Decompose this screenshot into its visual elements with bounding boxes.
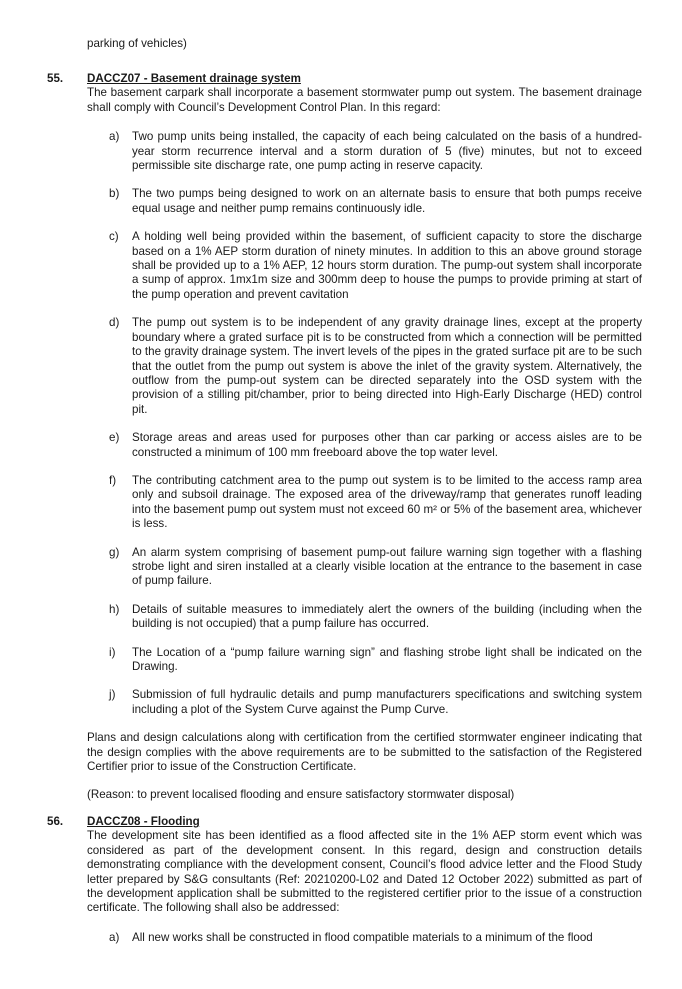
condition-intro: The development site has been identified as a flood affected site in the 1% AEP storm event which was considered as part of the development consent. In this regard, design and construction details demonstrating compliance with the development consent, Council’s flood advice letter and the Flood Study letter prepared by S&G consultants (Ref: 20210200-L02 and Dated 12 October 2022) submitted as part of the development application shall be submitted to the registered certifier prior to the issue of a construction certificate. The following shall also be addressed: — [87, 829, 642, 915]
condition-intro: The basement carpark shall incorporate a basement stormwater pump out system. The basement drainage shall comply with Council’s Development Control Plan. In this regard: — [87, 86, 642, 114]
item-label: i) — [109, 645, 116, 659]
continued-text: parking of vehicles) — [87, 37, 187, 50]
condition-closing: Plans and design calculations along with certification from the certified stormwater engineer indicating that the design complies with the above requirements are to be submitted to the satisfaction of the Registered Certifier prior to issue of the Construction Certificate. — [87, 731, 642, 774]
item-text: An alarm system comprising of basement pump-out failure warning sign together with a flashing strobe light and siren installed at a clearly visible location at the entrance to the basement in case of pump failure. — [132, 545, 642, 588]
item-label: e) — [109, 431, 120, 445]
condition-list — [87, 931, 642, 945]
list-item — [87, 546, 642, 589]
item-text: The pump out system is to be independent of any gravity drainage lines, except at the property boundary where a grated surface pit is to be constructed from which a connection will be permitted to the gravity drainage system. The invert levels of the pipes in the grated surface pit are to be such that the outlet from the pump out system is above the inlet of the gravity system. Alternatively, the outflow from the pump-out system can be directed separately into the OSD system with the provision of a stilling pit/chamber, prior to being directed into High-Early Discharge (HED) control pit. — [132, 316, 642, 416]
item-text: Submission of full hydraulic details and pump manufacturers specifications and switching system including a plot of the System Curve against the Pump Curve. — [132, 688, 642, 716]
list-item — [87, 187, 642, 216]
condition-title: DACCZ07 - Basement drainage system — [87, 72, 301, 85]
item-label: a) — [109, 930, 120, 944]
condition-title: DACCZ08 - Flooding — [87, 815, 200, 828]
item-label: d) — [109, 316, 120, 330]
list-item — [87, 931, 642, 945]
list-item — [87, 431, 642, 460]
item-label: g) — [109, 545, 120, 559]
item-text: The Location of a “pump failure warning sign” and flashing strobe light shall be indicated on the Drawing. — [132, 645, 642, 673]
condition-list — [87, 130, 642, 717]
list-item — [87, 130, 642, 173]
item-text: A holding well being provided within the basement, of sufficient capacity to store the discharge based on a 1% AEP storm duration of ninety minutes. In addition to this an above ground storage shall be provided up to a 1% AEP, 12 hours storm duration. The pump-out system shall incorporate a sump of approx. 1mx1m size and 300mm deep to house the pumps to provide priming at start of the pump operation and prevent cavitation — [132, 230, 642, 301]
list-item — [87, 316, 642, 417]
list-item — [87, 230, 642, 302]
item-label: j) — [109, 688, 116, 702]
item-label: f) — [109, 473, 117, 487]
condition-number: 55. — [47, 72, 64, 85]
list-item — [87, 646, 642, 675]
item-text: The two pumps being designed to work on an alternate basis to ensure that both pumps receive equal usage and neither pump remains continuously idle. — [132, 187, 642, 215]
list-item — [87, 474, 642, 532]
item-label: h) — [109, 602, 120, 616]
list-item — [87, 688, 642, 717]
condition-reason: (Reason: to prevent localised flooding and ensure satisfactory stormwater disposal) — [87, 788, 515, 802]
item-text: All new works shall be constructed in flood compatible materials to a minimum of the flood — [132, 930, 593, 944]
condition-number: 56. — [47, 815, 64, 828]
item-text: Details of suitable measures to immediately alert the owners of the building (including when the building is not occupied) that a pump failure has occurred. — [132, 602, 642, 631]
item-text: Two pump units being installed, the capacity of each being calculated on the basis of a hundred-year storm recurrence interval and a storm duration of 5 (five) minutes, but not to exceed permissible site discharge rate, one pump acting in reserve capacity. — [132, 130, 642, 173]
condition-body — [87, 72, 642, 803]
item-label: b) — [109, 187, 120, 201]
list-item — [87, 603, 642, 632]
condition-body — [87, 815, 642, 959]
item-label: c) — [109, 230, 119, 244]
item-text: The contributing catchment area to the pump out system is to be limited to the access ramp area only and subsoil drainage. The exposed area of the driveway/ramp that generates runoff leading into the basement pump out system must not exceed 60 m² or 5% of the basement area, whichever is less. — [132, 473, 642, 531]
item-text: Storage areas and areas used for purposes other than car parking or access aisles are to be constructed a minimum of 100 mm freeboard above the top water level. — [132, 431, 642, 459]
item-label: a) — [109, 130, 120, 144]
